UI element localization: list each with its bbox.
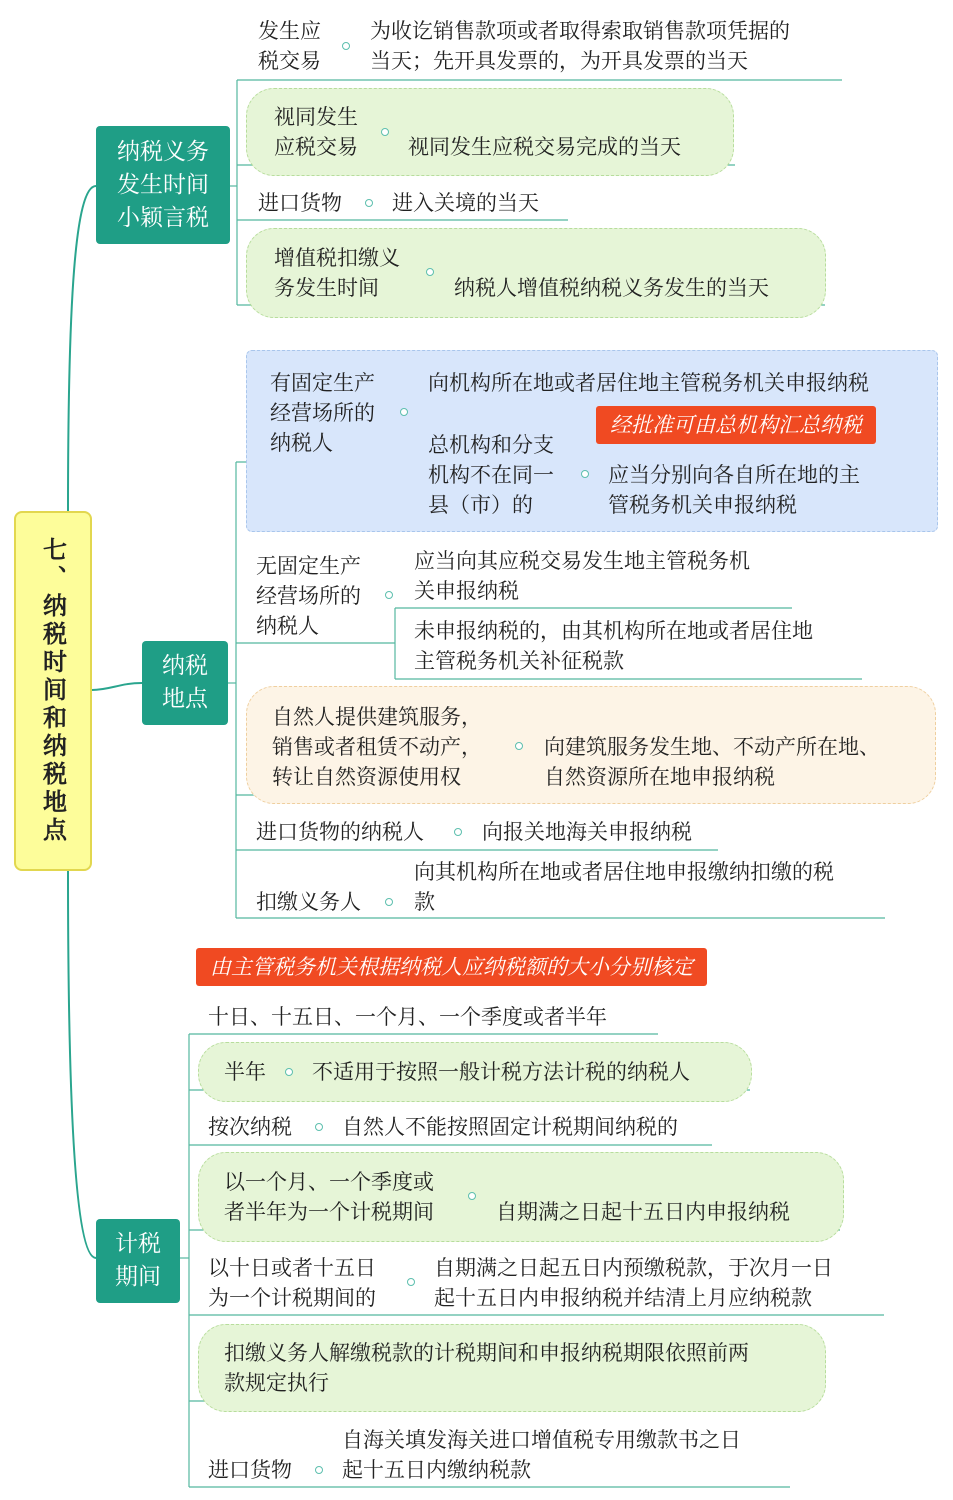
connector-dot bbox=[315, 1466, 323, 1474]
key-line: 纳税人 bbox=[256, 614, 319, 638]
connector-dot bbox=[285, 1068, 293, 1076]
no-fixed-premises-value-1[interactable] bbox=[414, 546, 750, 606]
branch-tax-location[interactable] bbox=[142, 641, 228, 725]
value-line: 应当分别向各自所在地的主 bbox=[608, 463, 860, 487]
value-line: 关申报纳税 bbox=[414, 579, 519, 603]
withholding-agent-value[interactable] bbox=[414, 857, 834, 917]
key-line: 经营场所的 bbox=[256, 584, 361, 608]
text-line: 扣缴义务人解缴税款的计税期间和申报纳税期限依照前两 bbox=[224, 1341, 749, 1365]
connector-dot bbox=[385, 591, 393, 599]
key-line: 发生应 bbox=[258, 19, 321, 43]
head-branch-key[interactable] bbox=[428, 430, 554, 520]
branch-tax-obligation-time[interactable] bbox=[96, 126, 230, 244]
natural-person-key[interactable] bbox=[272, 702, 482, 792]
key-line: 税交易 bbox=[258, 49, 321, 73]
branch1-label-line: 发生时间 bbox=[117, 171, 209, 198]
fixed-premises-key[interactable] bbox=[270, 368, 375, 458]
no-fixed-premises-key[interactable] bbox=[256, 551, 361, 641]
key-line: 增值税扣缴义 bbox=[274, 246, 400, 270]
key-line: 以十日或者十五日 bbox=[208, 1256, 376, 1280]
connector-dot bbox=[426, 268, 434, 276]
taxable-transaction-key[interactable] bbox=[258, 16, 321, 76]
value-line: 款 bbox=[414, 890, 435, 914]
taxable-transaction-value[interactable] bbox=[370, 16, 790, 76]
key-line: 务发生时间 bbox=[274, 276, 379, 300]
withholding-period-text[interactable] bbox=[224, 1338, 749, 1398]
value-line: 向建筑服务发生地、不动产所在地、 bbox=[544, 735, 880, 759]
monthly-period-value[interactable]: 自期满之日起十五日内申报纳税 bbox=[496, 1200, 790, 1224]
ten-day-period-value[interactable] bbox=[434, 1253, 833, 1313]
text-line: 款规定执行 bbox=[224, 1371, 329, 1395]
branch-tax-period[interactable] bbox=[96, 1219, 180, 1303]
withholding-agent-key[interactable]: 扣缴义务人 bbox=[256, 890, 361, 914]
import-period-key[interactable]: 进口货物 bbox=[208, 1458, 292, 1482]
branch1-label-line: 小颖言税 bbox=[117, 204, 209, 231]
ten-day-period-key[interactable] bbox=[208, 1253, 376, 1313]
value-line: 自海关填发海关进口增值税专用缴款书之日 bbox=[342, 1428, 741, 1452]
key-line: 进口货物 bbox=[258, 191, 342, 215]
value-line: 视同发生应税交易完成的当天 bbox=[408, 135, 681, 159]
withholding-time-value[interactable] bbox=[454, 273, 769, 303]
key-line: 有固定生产 bbox=[270, 371, 375, 395]
key-line: 自然人提供建筑服务， bbox=[272, 705, 482, 729]
half-year-value[interactable]: 不适用于按照一般计税方法计税的纳税人 bbox=[312, 1060, 690, 1084]
connector-dot bbox=[365, 199, 373, 207]
connector-dot bbox=[515, 742, 523, 750]
per-time-value[interactable]: 自然人不能按照固定计税期间纳税的 bbox=[342, 1115, 678, 1139]
key-line: 经营场所的 bbox=[270, 401, 375, 425]
value-line: 进入关境的当天 bbox=[392, 191, 539, 215]
value-line: 向其机构所在地或者居住地申报缴纳扣缴的税 bbox=[414, 860, 834, 884]
key-line: 为一个计税期间的 bbox=[208, 1286, 376, 1310]
import-taxpayer-value[interactable]: 向报关地海关申报纳税 bbox=[482, 820, 692, 844]
value-line: 主管税务机关补征税款 bbox=[414, 649, 624, 673]
monthly-period-key[interactable] bbox=[224, 1167, 434, 1227]
key-line: 转让自然资源使用权 bbox=[272, 765, 461, 789]
key-line: 视同发生 bbox=[274, 105, 358, 129]
import-period-value[interactable] bbox=[342, 1425, 741, 1485]
connector-dot bbox=[400, 408, 408, 416]
half-year-key[interactable]: 半年 bbox=[224, 1060, 266, 1084]
fixed-premises-value[interactable] bbox=[428, 368, 869, 398]
period-options[interactable]: 十日、十五日、一个月、一个季度或者半年 bbox=[208, 1005, 607, 1029]
key-line: 总机构和分支 bbox=[428, 433, 554, 457]
value-line: 纳税人增值税纳税义务发生的当天 bbox=[454, 276, 769, 300]
key-line: 无固定生产 bbox=[256, 554, 361, 578]
connector-dot bbox=[315, 1123, 323, 1131]
connector-dot bbox=[381, 128, 389, 136]
natural-person-value[interactable] bbox=[544, 732, 880, 792]
branch3-label-line: 计税 bbox=[115, 1231, 161, 1257]
key-line: 以一个月、一个季度或 bbox=[224, 1170, 434, 1194]
connector-dot bbox=[454, 828, 462, 836]
import-taxpayer-key[interactable]: 进口货物的纳税人 bbox=[256, 820, 424, 844]
branch3-label-line: 期间 bbox=[115, 1264, 161, 1290]
deemed-transaction-key[interactable] bbox=[274, 102, 358, 162]
root-topic[interactable] bbox=[14, 511, 92, 871]
withholding-time-key[interactable] bbox=[274, 243, 400, 303]
root-label: 七、纳税时间和纳税地点 bbox=[38, 537, 67, 845]
period-determination-note[interactable]: 由主管税务机关根据纳税人应纳税额的大小分别核定 bbox=[196, 948, 707, 986]
value-line: 自期满之日起五日内预缴税款，于次月一日 bbox=[434, 1256, 833, 1280]
connector-dot bbox=[581, 470, 589, 478]
key-line: 县（市）的 bbox=[428, 493, 533, 517]
connector-dot bbox=[468, 1192, 476, 1200]
value-line: 管税务机关申报纳税 bbox=[608, 493, 797, 517]
value-line: 起十五日内缴纳税款 bbox=[342, 1458, 531, 1482]
head-branch-value[interactable] bbox=[608, 460, 860, 520]
value-line: 当天；先开具发票的，为开具发票的当天 bbox=[370, 49, 748, 73]
value-line: 应当向其应税交易发生地主管税务机 bbox=[414, 549, 750, 573]
deemed-transaction-value[interactable] bbox=[408, 132, 681, 162]
value-line: 向机构所在地或者居住地主管税务机关申报纳税 bbox=[428, 371, 869, 395]
key-line: 机构不在同一 bbox=[428, 463, 554, 487]
value-line: 起十五日内申报纳税并结清上月应纳税款 bbox=[434, 1286, 812, 1310]
import-goods-value[interactable] bbox=[392, 188, 539, 218]
connector-dot bbox=[385, 898, 393, 906]
consolidated-filing-note[interactable]: 经批准可由总机构汇总纳税 bbox=[596, 406, 876, 444]
value-line: 未申报纳税的，由其机构所在地或者居住地 bbox=[414, 619, 813, 643]
value-line: 为收讫销售款项或者取得索取销售款项凭据的 bbox=[370, 19, 790, 43]
key-line: 应税交易 bbox=[274, 135, 358, 159]
branch2-label-line: 地点 bbox=[162, 686, 208, 712]
import-goods-key[interactable] bbox=[258, 188, 342, 218]
per-time-key[interactable]: 按次纳税 bbox=[208, 1115, 292, 1139]
key-line: 纳税人 bbox=[270, 431, 333, 455]
key-line: 者半年为一个计税期间 bbox=[224, 1200, 434, 1224]
branch2-label-line: 纳税 bbox=[162, 653, 208, 679]
value-line: 自然资源所在地申报纳税 bbox=[544, 765, 775, 789]
connector-dot bbox=[342, 42, 350, 50]
key-line: 销售或者租赁不动产， bbox=[272, 735, 482, 759]
connector-dot bbox=[407, 1278, 415, 1286]
branch1-label-line: 纳税义务 bbox=[117, 138, 209, 165]
no-fixed-premises-value-2[interactable] bbox=[414, 616, 813, 676]
